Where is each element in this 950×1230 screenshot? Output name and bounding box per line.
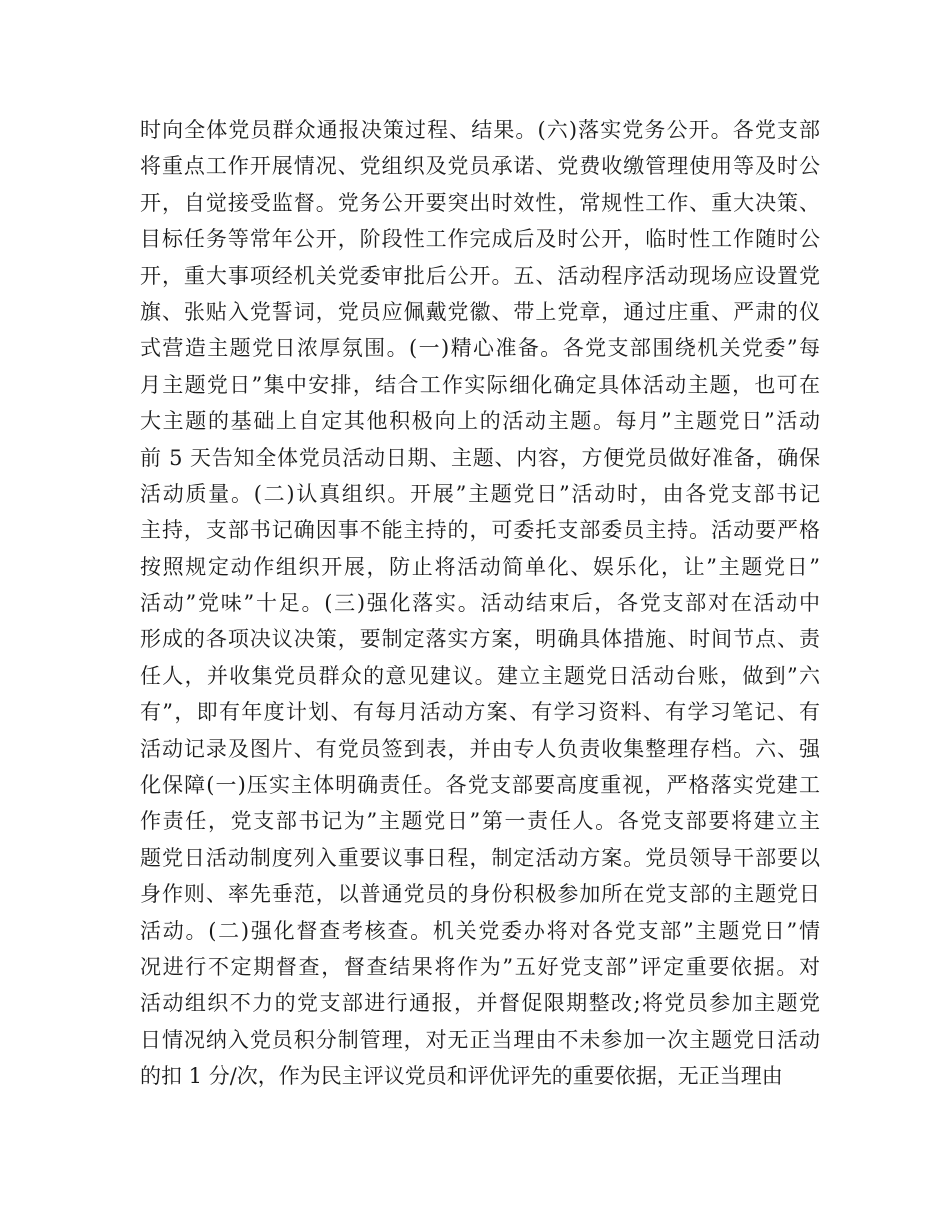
text-line: 日情况纳入党员积分制管理，对无正当理由不未参加一次主题党日活动 (140, 1027, 820, 1052)
text-line: 开，重大事项经机关党委审批后公开。五、活动程序活动现场应设置党 (140, 263, 820, 288)
text-line: 活动质量。(二)认真组织。开展”主题党日”活动时，由各党支部书记 (140, 481, 820, 506)
text-line: 活动”党味”十足。(三)强化落实。活动结束后，各党支部对在活动中 (140, 591, 820, 616)
text-line: 时向全体党员群众通报决策过程、结果。(六)落实党务公开。各党支部 (140, 118, 820, 142)
text-line: 的扣 1 分/次，作为民主评议党员和评优评先的重要依据，无正当理由 (140, 1064, 783, 1089)
text-line: 大主题的基础上自定其他积极向上的活动主题。每月”主题党日”活动 (140, 409, 820, 434)
text-line: 有”，即有年度计划、有每月活动方案、有学习资料、有学习笔记、有 (140, 700, 820, 725)
text-line: 目标任务等常年公开，阶段性工作完成后及时公开，临时性工作随时公 (140, 227, 820, 252)
text-line: 况进行不定期督查，督查结果将作为”五好党支部”评定重要依据。对 (140, 954, 820, 979)
text-line: 作责任，党支部书记为”主题党日”第一责任人。各党支部要将建立主 (140, 809, 820, 834)
body-text (140, 112, 820, 1095)
text-line: 活动。(二)强化督查考核查。机关党委办将对各党支部”主题党日”情 (140, 918, 820, 943)
text-line: 旗、张贴入党誓词，党员应佩戴党徽、带上党章，通过庄重、严肃的仪 (140, 299, 820, 324)
text-line: 活动组织不力的党支部进行通报，并督促限期整改;将党员参加主题党 (140, 991, 820, 1016)
text-line: 身作则、率先垂范，以普通党员的身份积极参加所在党支部的主题党日 (140, 882, 820, 907)
text-line: 主持，支部书记确因事不能主持的，可委托支部委员主持。活动要严格 (140, 518, 820, 543)
text-line: 前 5 天告知全体党员活动日期、主题、内容，方便党员做好准备，确保 (140, 445, 820, 470)
text-line: 活动记录及图片、有党员签到表，并由专人负责收集整理存档。六、强 (140, 736, 820, 761)
text-line: 形成的各项决议决策，要制定落实方案，明确具体措施、时间节点、责 (140, 627, 820, 652)
text-line: 月主题党日”集中安排，结合工作实际细化确定具体活动主题，也可在 (140, 372, 820, 397)
text-line: 将重点工作开展情况、党组织及党员承诺、党费收缴管理使用等及时公 (140, 154, 820, 179)
text-line: 按照规定动作组织开展，防止将活动简单化、娱乐化，让”主题党日” (140, 554, 820, 579)
text-line: 任人，并收集党员群众的意见建议。建立主题党日活动台账，做到”六 (140, 663, 820, 688)
text-line: 化保障(一)压实主体明确责任。各党支部要高度重视，严格落实党建工 (140, 773, 820, 798)
text-line: 式营造主题党日浓厚氛围。(一)精心准备。各党支部围绕机关党委”每 (140, 336, 820, 361)
text-line: 题党日活动制度列入重要议事日程，制定活动方案。党员领导干部要以 (140, 845, 820, 870)
text-line: 开，自觉接受监督。党务公开要突出时效性，常规性工作、重大决策、 (140, 190, 820, 215)
